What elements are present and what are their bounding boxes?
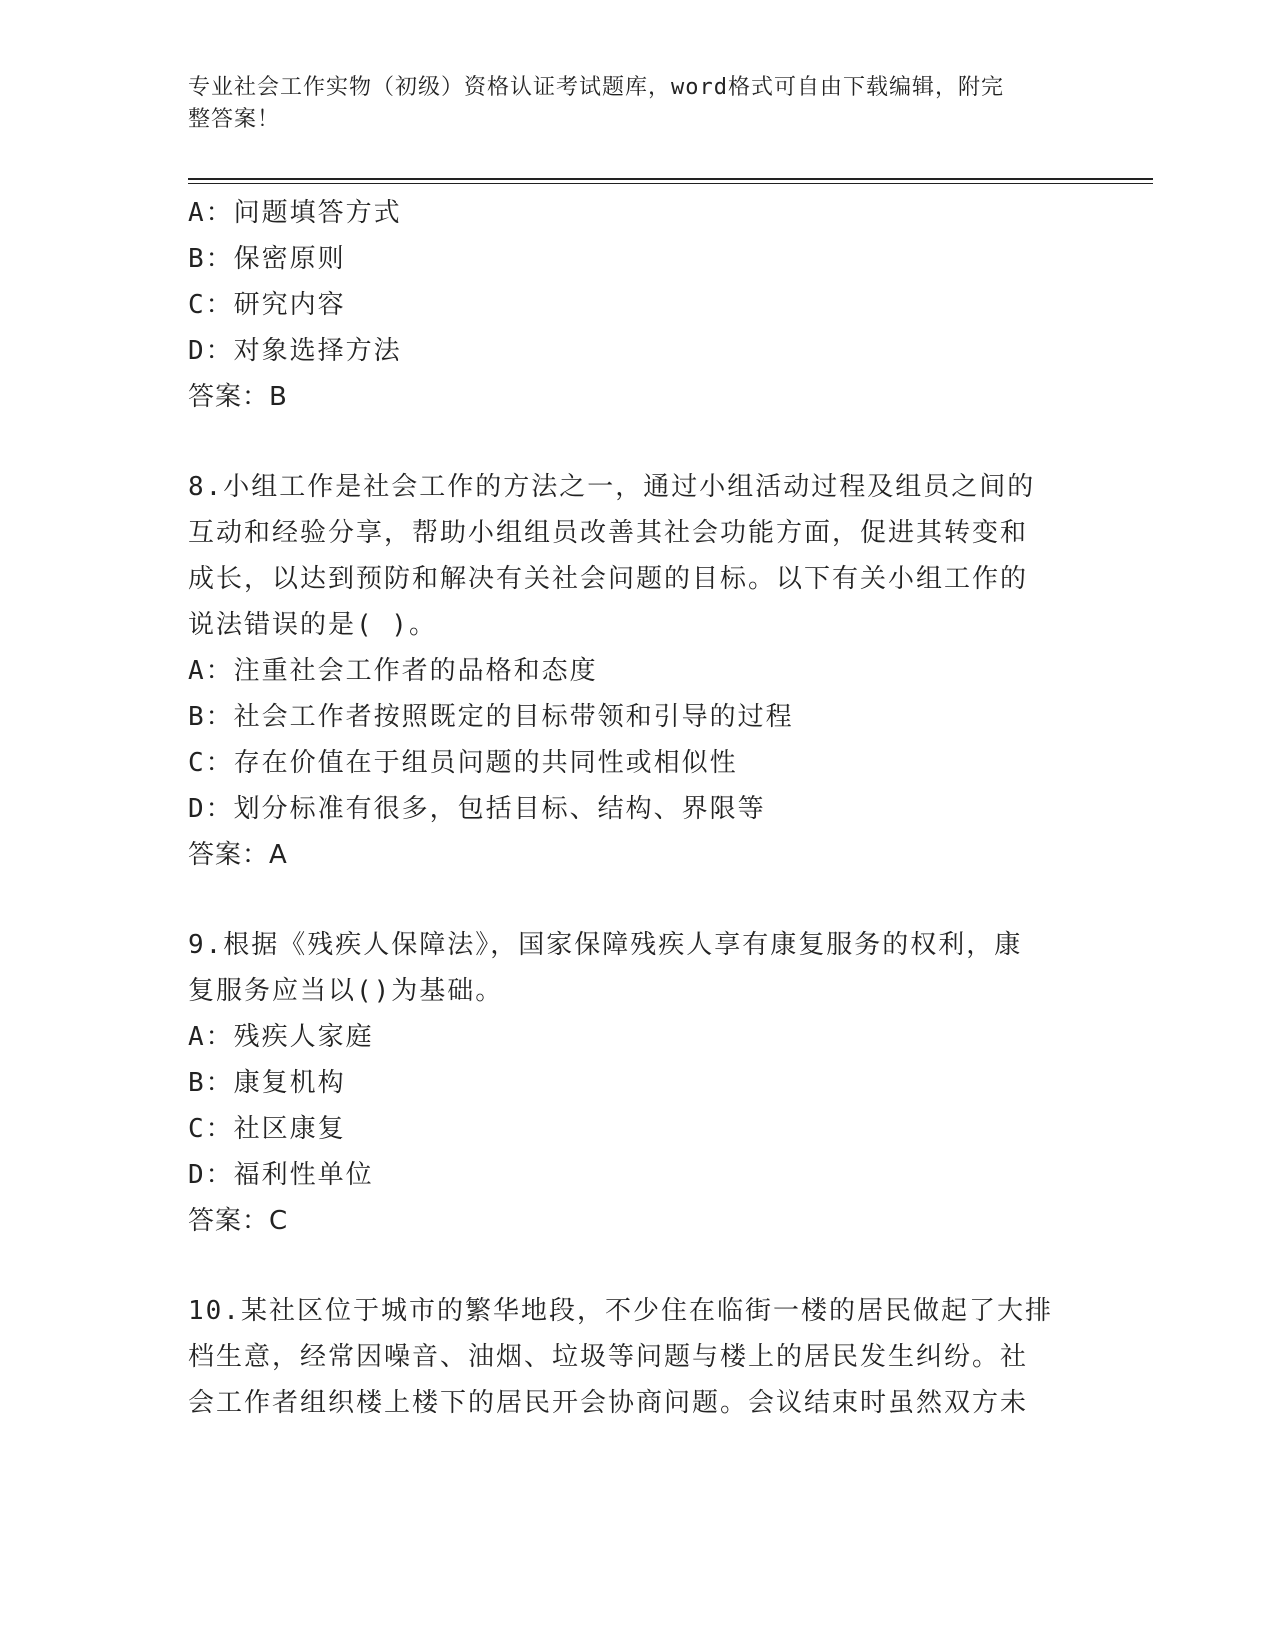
question-stem-line: 档生意，经常因噪音、油烟、垃圾等问题与楼上的居民发生纠纷。社: [188, 1342, 1029, 1372]
spacer: [188, 420, 1088, 464]
header-rule-thick: [188, 178, 1153, 180]
header-line-1: 专业社会工作实物（初级）资格认证考试题库，word格式可自由下载编辑，附完: [188, 75, 1004, 100]
question-stem-line: 复服务应当以()为基础。: [188, 976, 504, 1006]
question-stem-line: 成长，以达到预防和解决有关社会问题的目标。以下有关小组工作的: [188, 564, 1029, 594]
question-7-block: [188, 190, 1088, 420]
question-stem-line: 8.小组工作是社会工作的方法之一，通过小组活动过程及组员之间的: [188, 472, 1036, 502]
question-9-block: [188, 922, 1088, 1244]
option-d: D：划分标准有很多，包括目标、结构、界限等: [188, 794, 766, 824]
question-stem-line: 互动和经验分享，帮助小组组员改善其社会功能方面，促进其转变和: [188, 518, 1029, 548]
option-b: B：康复机构: [188, 1068, 346, 1098]
document-header: [188, 72, 1068, 136]
option-d: D：对象选择方法: [188, 336, 402, 366]
option-a: A：残疾人家庭: [188, 1022, 374, 1052]
header-rule-thin: [188, 183, 1153, 184]
answer: 答案：C: [188, 1206, 289, 1236]
option-b: B：保密原则: [188, 244, 346, 274]
option-c: C：社区康复: [188, 1114, 346, 1144]
option-b: B：社会工作者按照既定的目标带领和引导的过程: [188, 702, 794, 732]
option-d: D：福利性单位: [188, 1160, 374, 1190]
question-stem-line: 会工作者组织楼上楼下的居民开会协商问题。会议结束时虽然双方未: [188, 1388, 1029, 1418]
question-stem-line: 10.某社区位于城市的繁华地段，不少住在临街一楼的居民做起了大排: [188, 1296, 1053, 1326]
spacer: [188, 878, 1088, 922]
question-10-block: [188, 1288, 1088, 1426]
option-a: A：注重社会工作者的品格和态度: [188, 656, 598, 686]
option-c: C：存在价值在于组员问题的共同性或相似性: [188, 748, 738, 778]
answer: 答案：A: [188, 840, 288, 870]
question-8-block: [188, 464, 1088, 878]
question-content: [188, 190, 1088, 1426]
answer: 答案：B: [188, 382, 288, 412]
question-stem-line: 9.根据《残疾人保障法》，国家保障残疾人享有康复服务的权利，康: [188, 930, 1023, 960]
option-a: A：问题填答方式: [188, 198, 402, 228]
spacer: [188, 1244, 1088, 1288]
option-c: C：研究内容: [188, 290, 346, 320]
question-stem-line: 说法错误的是( )。: [188, 610, 437, 640]
header-line-2: 整答案！: [188, 107, 281, 132]
